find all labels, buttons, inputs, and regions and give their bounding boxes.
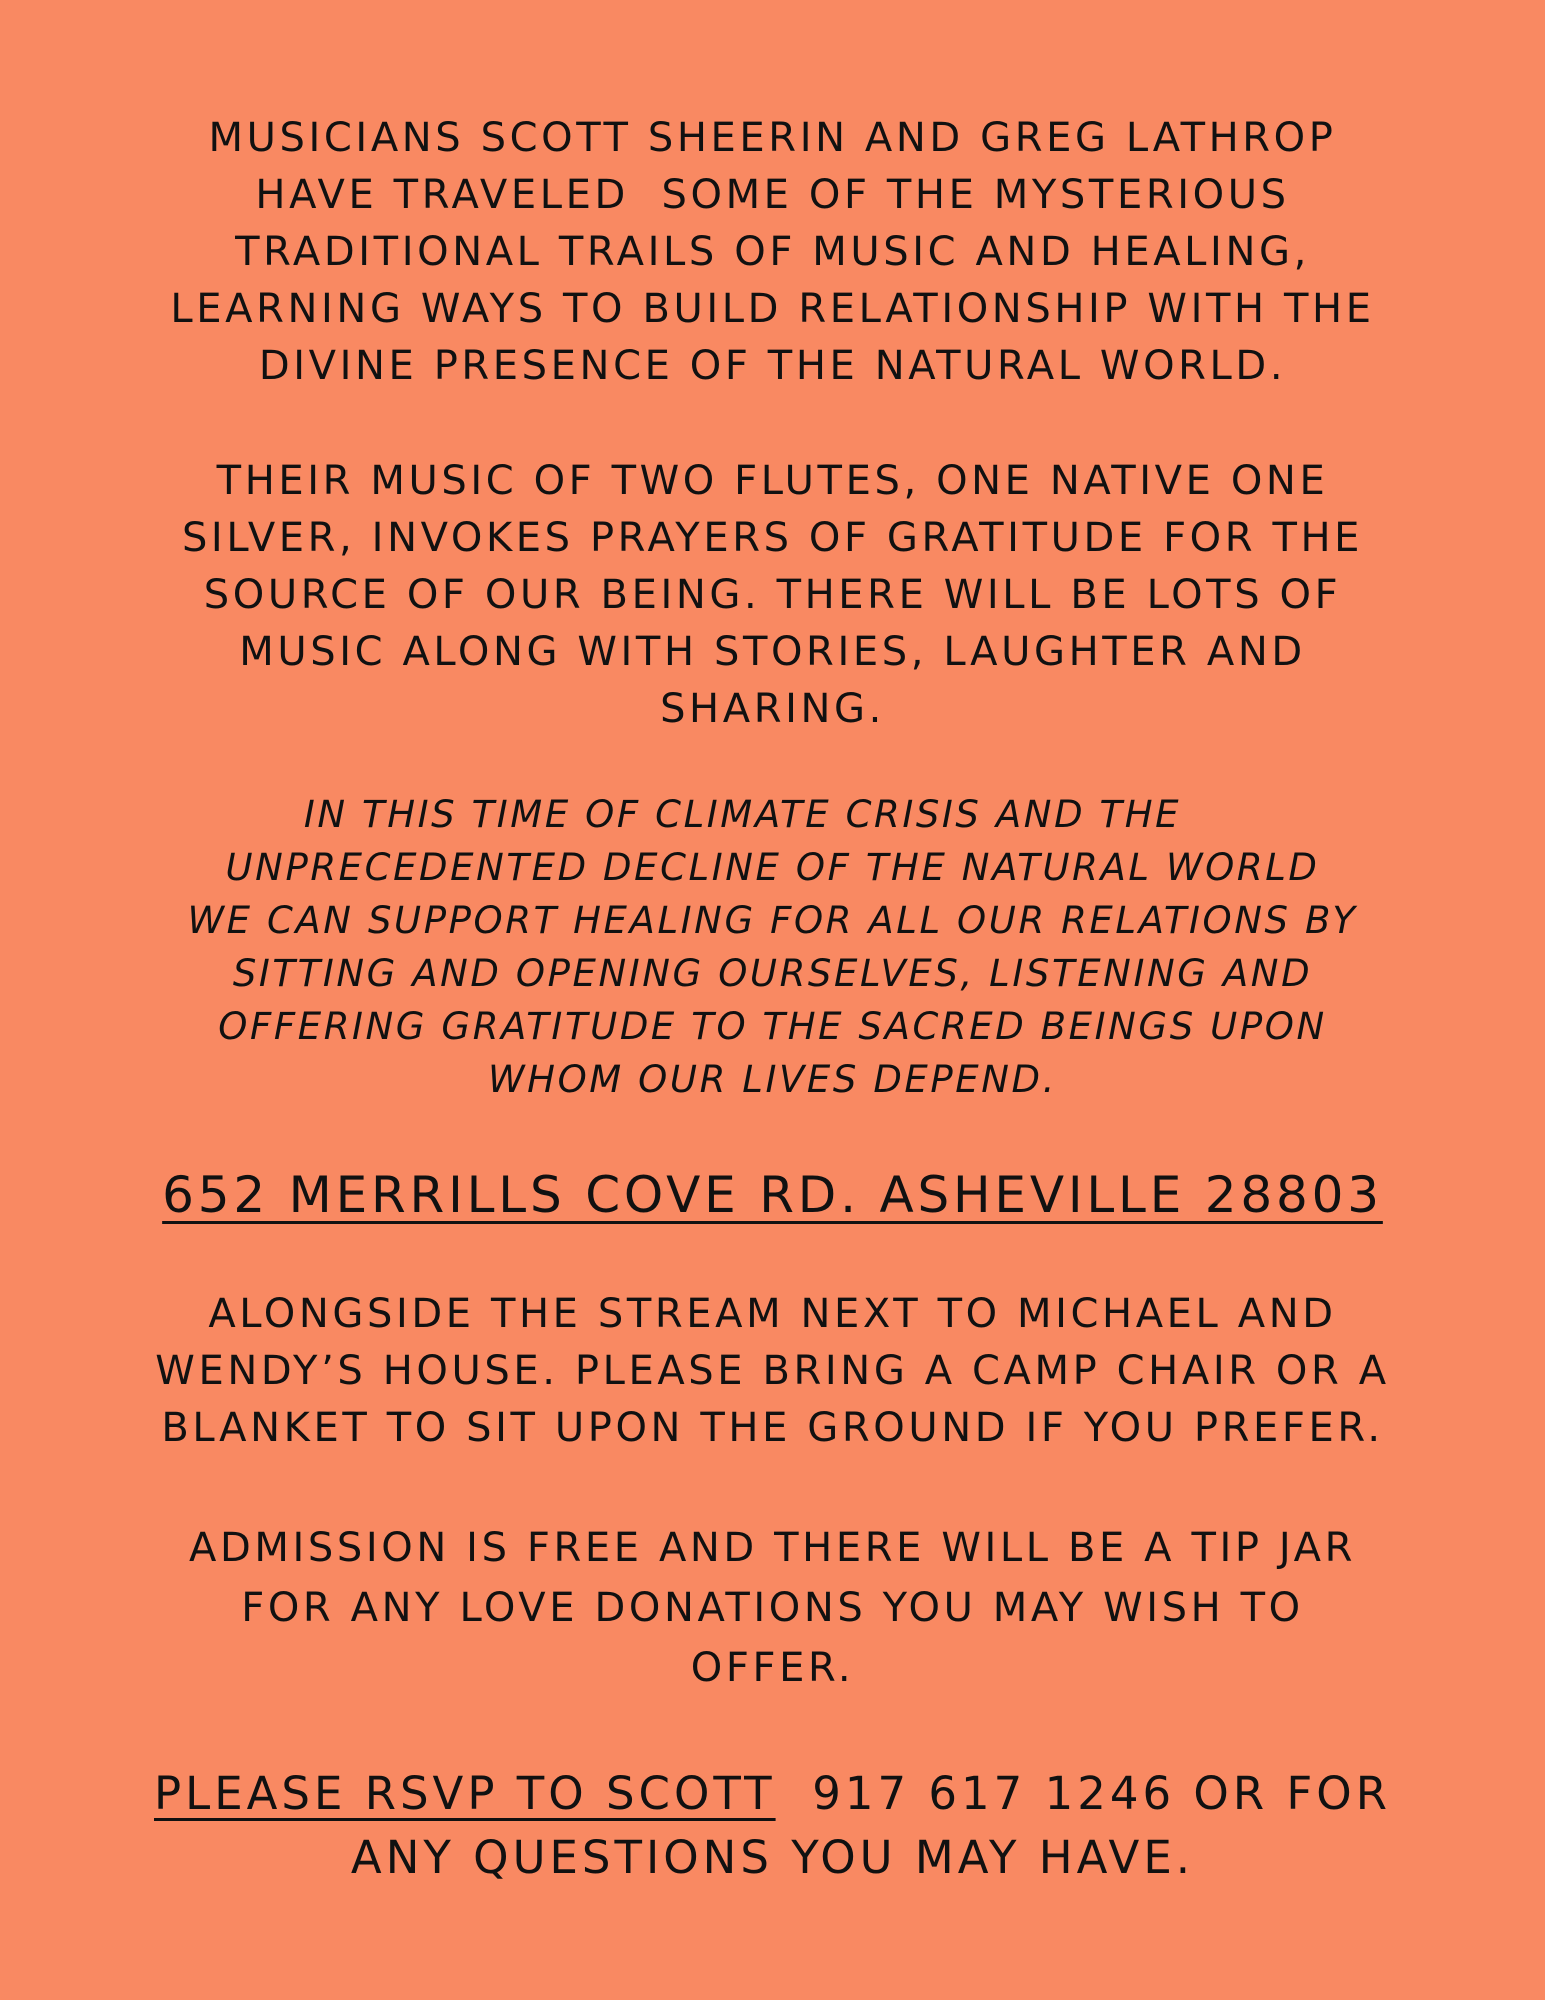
rsvp-line: ANY QUESTIONS YOU MAY HAVE. (350, 1831, 1195, 1884)
climate-paragraph (0, 788, 1545, 1106)
climate-line: OFFERING GRATITUDE TO THE SACRED BEINGS UPON (218, 1005, 1327, 1048)
intro-line: LEARNING WAYS TO BUILD RELATIONSHIP WITH THE (170, 286, 1375, 332)
rsvp-link[interactable]: PLEASE RSVP TO SCOTT (154, 1767, 776, 1820)
music-line: SHARING. (660, 686, 885, 732)
rsvp-phone-text: 917 617 1246 OR FOR (775, 1767, 1391, 1820)
music-line: THEIR MUSIC OF TWO FLUTES, ONE NATIVE ONE (216, 458, 1329, 504)
admission-line: FOR ANY LOVE DONATIONS YOU MAY WISH TO (241, 1585, 1304, 1631)
location-line: ALONGSIDE THE STREAM NEXT TO MICHAEL AND (208, 1291, 1337, 1337)
intro-line: TRADITIONAL TRAILS OF MUSIC AND HEALING, (235, 229, 1310, 275)
intro-paragraph (0, 110, 1545, 395)
climate-line: UNPRECEDENTED DECLINE OF THE NATURAL WORLD (225, 846, 1320, 889)
intro-line: DIVINE PRESENCE OF THE NATURAL WORLD. (258, 343, 1287, 389)
music-line: SOURCE OF OUR BEING. THERE WILL BE LOTS OF (203, 572, 1342, 618)
location-line: BLANKET TO SIT UPON THE GROUND IF YOU PREFER. (161, 1405, 1384, 1451)
climate-line: WE CAN SUPPORT HEALING FOR ALL OUR RELATIONS BY (187, 899, 1358, 942)
address-block (0, 1163, 1545, 1227)
address-link[interactable]: 652 MERRILLS COVE RD. ASHEVILLE 28803 (162, 1166, 1383, 1224)
location-paragraph (0, 1286, 1545, 1457)
intro-line: HAVE TRAVELED SOME OF THE MYSTERIOUS (255, 172, 1290, 218)
rsvp-line (0, 1762, 1545, 1826)
rsvp-paragraph (0, 1762, 1545, 1890)
address-line (0, 1163, 1545, 1227)
music-line: MUSIC ALONG WITH STORIES, LAUGHTER AND (239, 629, 1306, 675)
location-line: WENDY’S HOUSE. PLEASE BRING A CAMP CHAIR OR A (155, 1348, 1390, 1394)
climate-line: SITTING AND OPENING OURSELVES, LISTENING AND (232, 952, 1313, 995)
admission-line: OFFER. (690, 1645, 855, 1691)
music-line: SILVER, INVOKES PRAYERS OF GRATITUDE FOR THE (181, 515, 1364, 561)
climate-line: IN THIS TIME OF CLIMATE CRISIS AND THE (303, 793, 1182, 836)
admission-line: ADMISSION IS FREE AND THERE WILL BE A TIP JAR (189, 1525, 1356, 1571)
music-paragraph (0, 453, 1545, 738)
admission-paragraph (0, 1518, 1545, 1698)
climate-line: WHOM OUR LIVES DEPEND. (487, 1058, 1058, 1101)
intro-line: MUSICIANS SCOTT SHEERIN AND GREG LATHROP (208, 115, 1337, 161)
